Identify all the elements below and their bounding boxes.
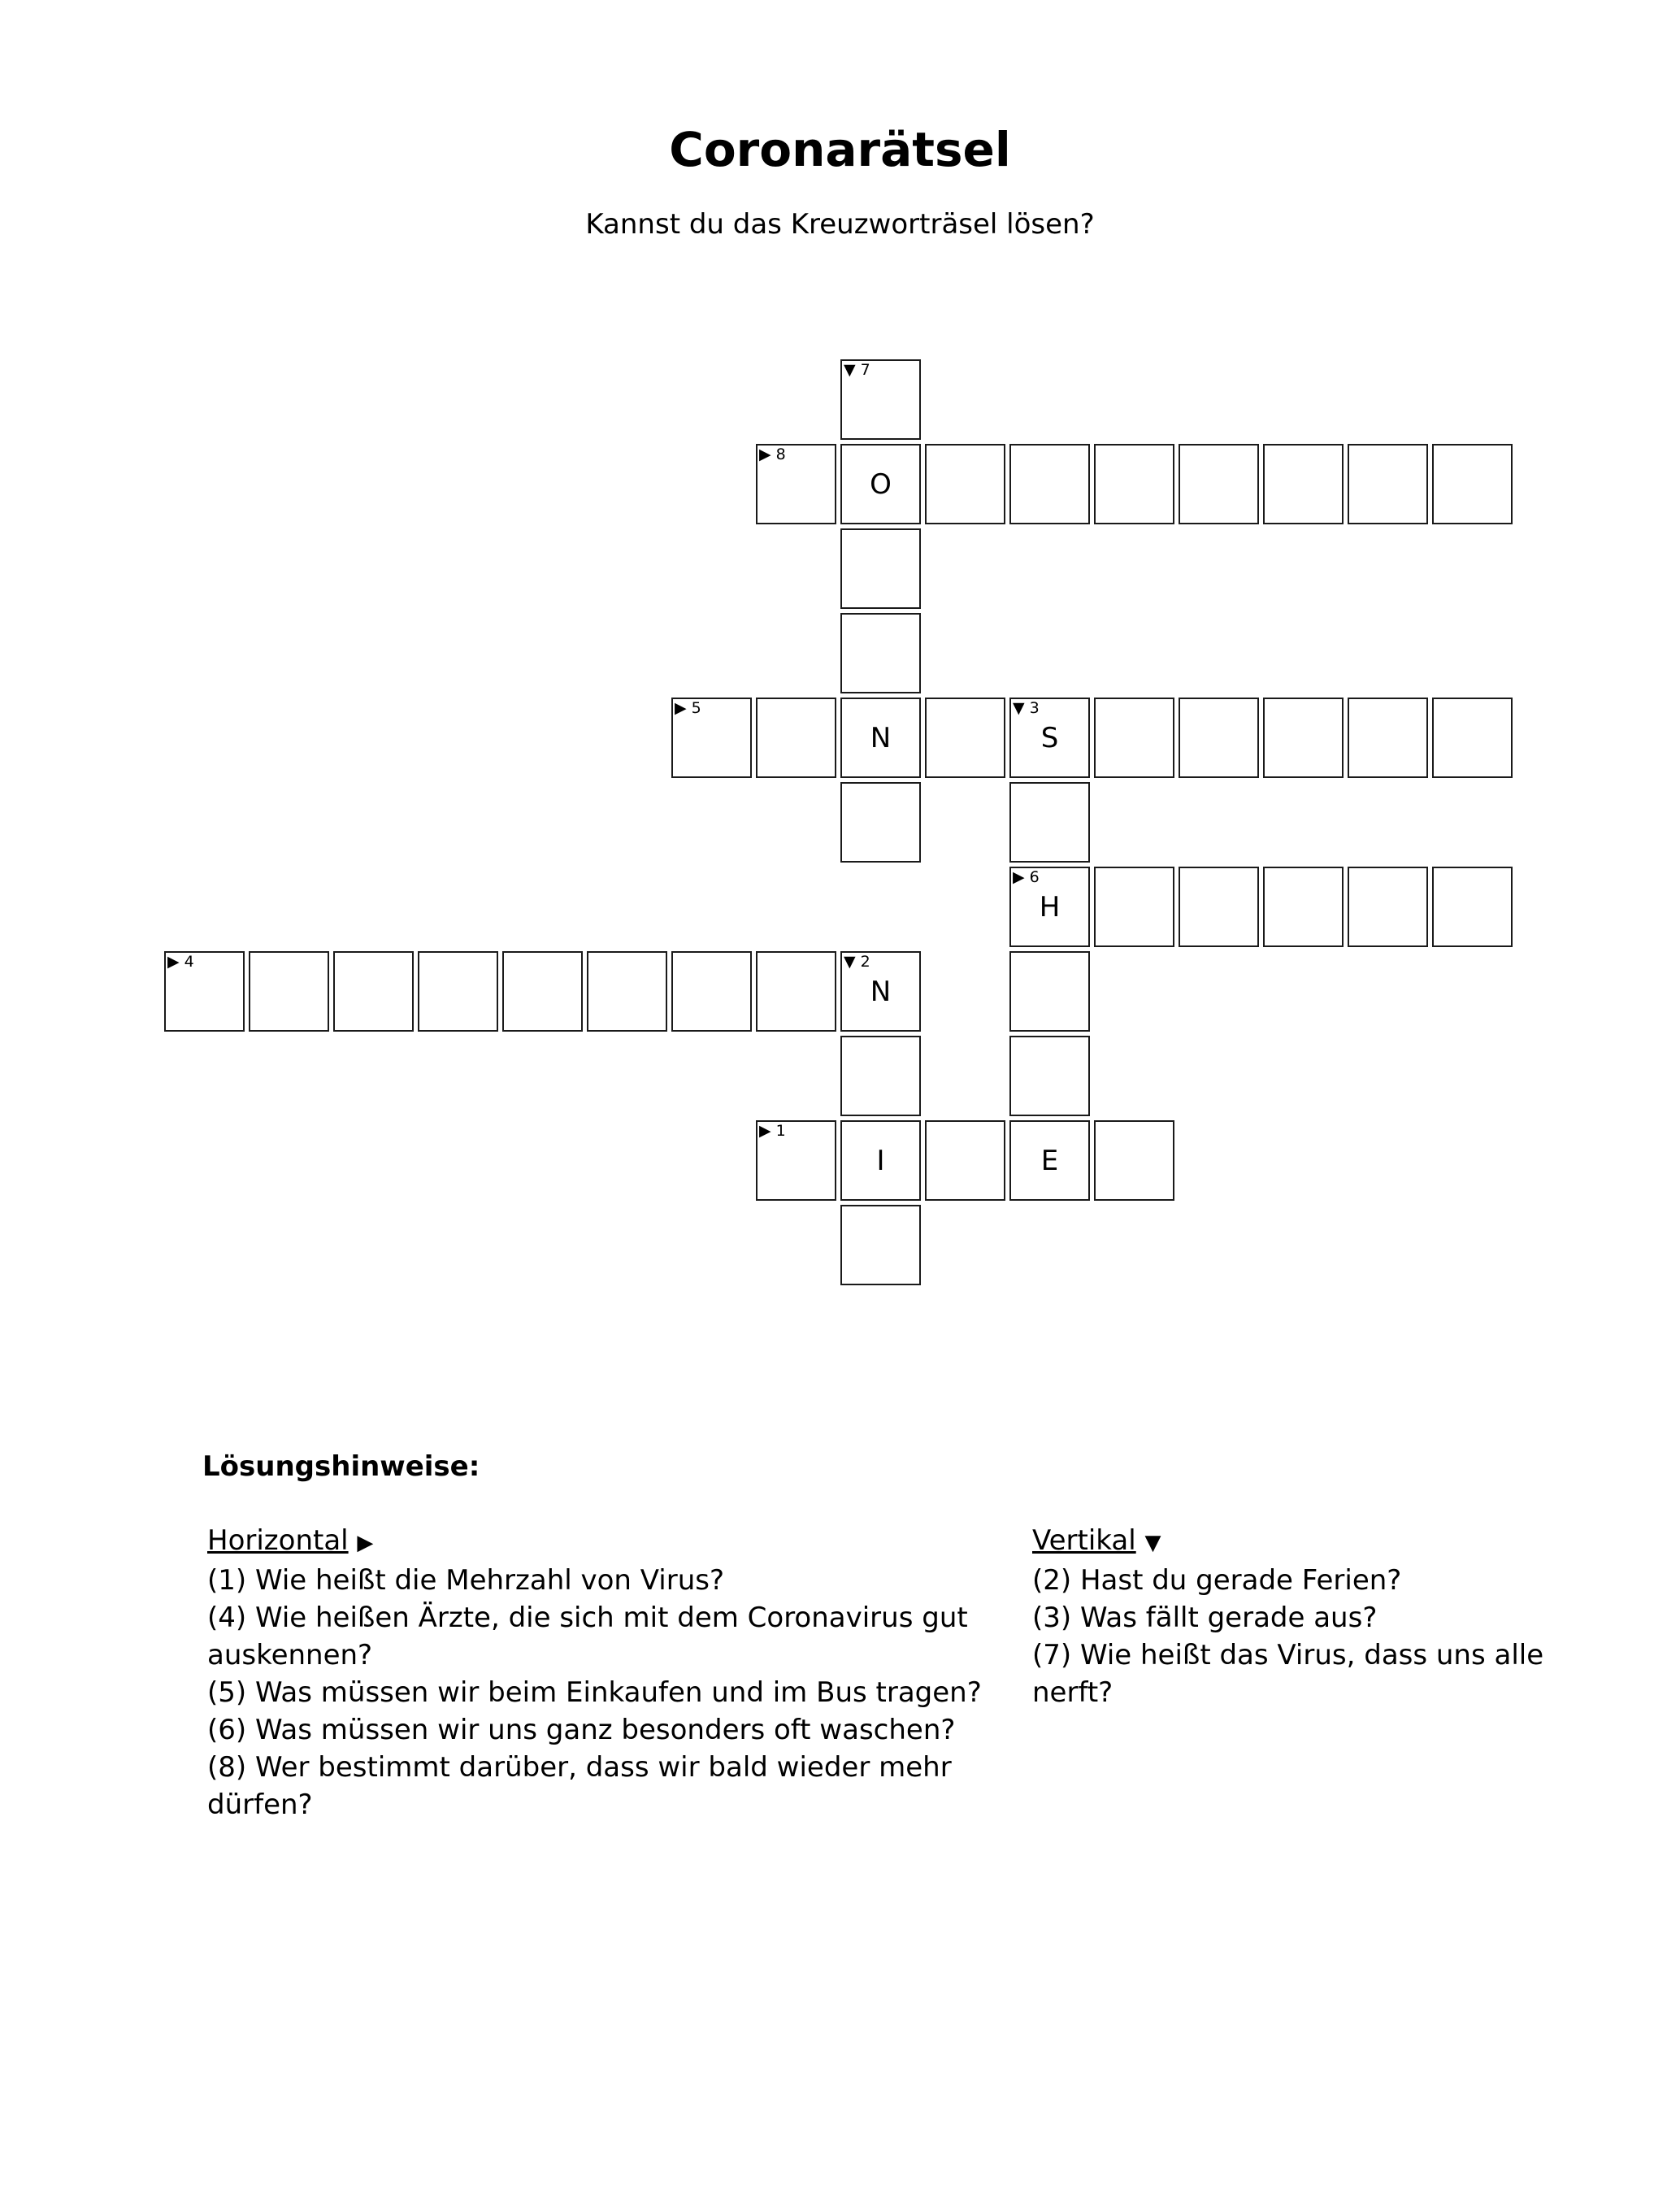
crossword-cell[interactable] bbox=[756, 698, 836, 778]
crossword-cell[interactable] bbox=[1094, 867, 1174, 947]
crossword-cell[interactable] bbox=[840, 1205, 921, 1285]
clue-item: (5) Was müssen wir beim Einkaufen und im Bus tragen? bbox=[207, 1676, 982, 1709]
vertical-heading bbox=[1032, 1522, 1601, 1562]
clue-item: (7) Wie heißt das Virus, dass uns alle nerft? bbox=[1032, 1639, 1544, 1709]
crossword-cell[interactable] bbox=[502, 951, 583, 1032]
crossword-cell[interactable] bbox=[840, 782, 921, 863]
vertical-label: Vertikal bbox=[1032, 1524, 1136, 1557]
clue-number: ▶ 4 bbox=[167, 953, 194, 971]
crossword-cell[interactable] bbox=[164, 951, 245, 1032]
crossword-cell[interactable] bbox=[925, 444, 1005, 524]
vertical-clue-list bbox=[1032, 1562, 1601, 1711]
clue-number: ▶ 5 bbox=[675, 699, 701, 717]
crossword-cell[interactable] bbox=[1263, 444, 1344, 524]
clue-number: ▶ 8 bbox=[759, 446, 786, 463]
crossword-cell[interactable] bbox=[333, 951, 414, 1032]
horizontal-label: Horizontal bbox=[207, 1524, 349, 1557]
clue-number: ▼ 7 bbox=[844, 361, 870, 379]
crossword-cell[interactable] bbox=[840, 698, 921, 778]
crossword-cell[interactable] bbox=[1432, 867, 1513, 947]
crossword-cell[interactable] bbox=[1094, 444, 1174, 524]
crossword-cell[interactable] bbox=[1432, 698, 1513, 778]
cell-letter: I bbox=[876, 1145, 885, 1177]
crossword-cell[interactable] bbox=[1009, 698, 1090, 778]
clue-item: (4) Wie heißen Ärzte, die sich mit dem Coronavirus gut auskennen? bbox=[207, 1602, 968, 1671]
crossword-cell[interactable] bbox=[1009, 1120, 1090, 1201]
crossword-cell[interactable] bbox=[1432, 444, 1513, 524]
crossword-cell[interactable] bbox=[1179, 867, 1259, 947]
cell-letter: H bbox=[1039, 891, 1061, 924]
crossword-cell[interactable] bbox=[840, 1036, 921, 1116]
cell-letter: O bbox=[870, 468, 892, 501]
clue-number: ▶ 1 bbox=[759, 1122, 786, 1140]
page-subtitle: Kannst du das Kreuzworträsel lösen? bbox=[585, 208, 1095, 241]
clue-number: ▶ 6 bbox=[1013, 868, 1040, 886]
clue-item: (8) Wer bestimmt darüber, dass wir bald wieder mehr dürfen? bbox=[207, 1751, 952, 1821]
horizontal-clues-section bbox=[207, 1522, 1012, 1823]
crossword-cell[interactable] bbox=[840, 359, 921, 440]
cell-letter: N bbox=[870, 722, 892, 754]
crossword-cell[interactable] bbox=[1263, 698, 1344, 778]
hints-heading: Lösungshinweise: bbox=[202, 1450, 480, 1483]
cell-letter: E bbox=[1040, 1145, 1059, 1177]
crossword-cell[interactable] bbox=[1094, 1120, 1174, 1201]
crossword-cell[interactable] bbox=[1179, 444, 1259, 524]
horizontal-clue-list bbox=[207, 1562, 1012, 1823]
crossword-cell[interactable] bbox=[1009, 444, 1090, 524]
crossword-cell[interactable] bbox=[1348, 698, 1428, 778]
crossword-cell[interactable] bbox=[418, 951, 498, 1032]
crossword-cell[interactable] bbox=[1009, 867, 1090, 947]
down-arrow-icon: ▼ bbox=[1144, 1531, 1161, 1555]
crossword-cell[interactable] bbox=[1263, 867, 1344, 947]
clue-item: (2) Hast du gerade Ferien? bbox=[1032, 1564, 1402, 1597]
horizontal-heading bbox=[207, 1522, 1012, 1562]
cell-letter: S bbox=[1040, 722, 1059, 754]
page-title: Coronarätsel bbox=[669, 122, 1011, 177]
crossword-cell[interactable] bbox=[1348, 867, 1428, 947]
cell-letter: N bbox=[870, 976, 892, 1008]
crossword-cell[interactable] bbox=[1009, 951, 1090, 1032]
clue-item: (1) Wie heißt die Mehrzahl von Virus? bbox=[207, 1564, 725, 1597]
vertical-clues-section bbox=[1032, 1522, 1601, 1711]
crossword-cell[interactable] bbox=[671, 698, 752, 778]
crossword-cell[interactable] bbox=[756, 1120, 836, 1201]
crossword-cell[interactable] bbox=[1009, 1036, 1090, 1116]
clue-number: ▼ 3 bbox=[1013, 699, 1040, 717]
crossword-cell[interactable] bbox=[840, 613, 921, 693]
clue-item: (3) Was fällt gerade aus? bbox=[1032, 1602, 1378, 1634]
crossword-cell[interactable] bbox=[840, 528, 921, 609]
crossword-cell[interactable] bbox=[1348, 444, 1428, 524]
crossword-cell[interactable] bbox=[1094, 698, 1174, 778]
right-arrow-icon: ▶ bbox=[357, 1531, 374, 1555]
clue-number: ▼ 2 bbox=[844, 953, 870, 971]
crossword-cell[interactable] bbox=[925, 698, 1005, 778]
crossword-cell[interactable] bbox=[587, 951, 667, 1032]
crossword-cell[interactable] bbox=[1009, 782, 1090, 863]
crossword-cell[interactable] bbox=[840, 951, 921, 1032]
crossword-cell[interactable] bbox=[925, 1120, 1005, 1201]
crossword-cell[interactable] bbox=[840, 444, 921, 524]
crossword-cell[interactable] bbox=[756, 444, 836, 524]
crossword-cell[interactable] bbox=[756, 951, 836, 1032]
crossword-cell[interactable] bbox=[249, 951, 329, 1032]
crossword-cell[interactable] bbox=[671, 951, 752, 1032]
clue-item: (6) Was müssen wir uns ganz besonders oft waschen? bbox=[207, 1714, 956, 1746]
crossword-cell[interactable] bbox=[840, 1120, 921, 1201]
crossword-cell[interactable] bbox=[1179, 698, 1259, 778]
